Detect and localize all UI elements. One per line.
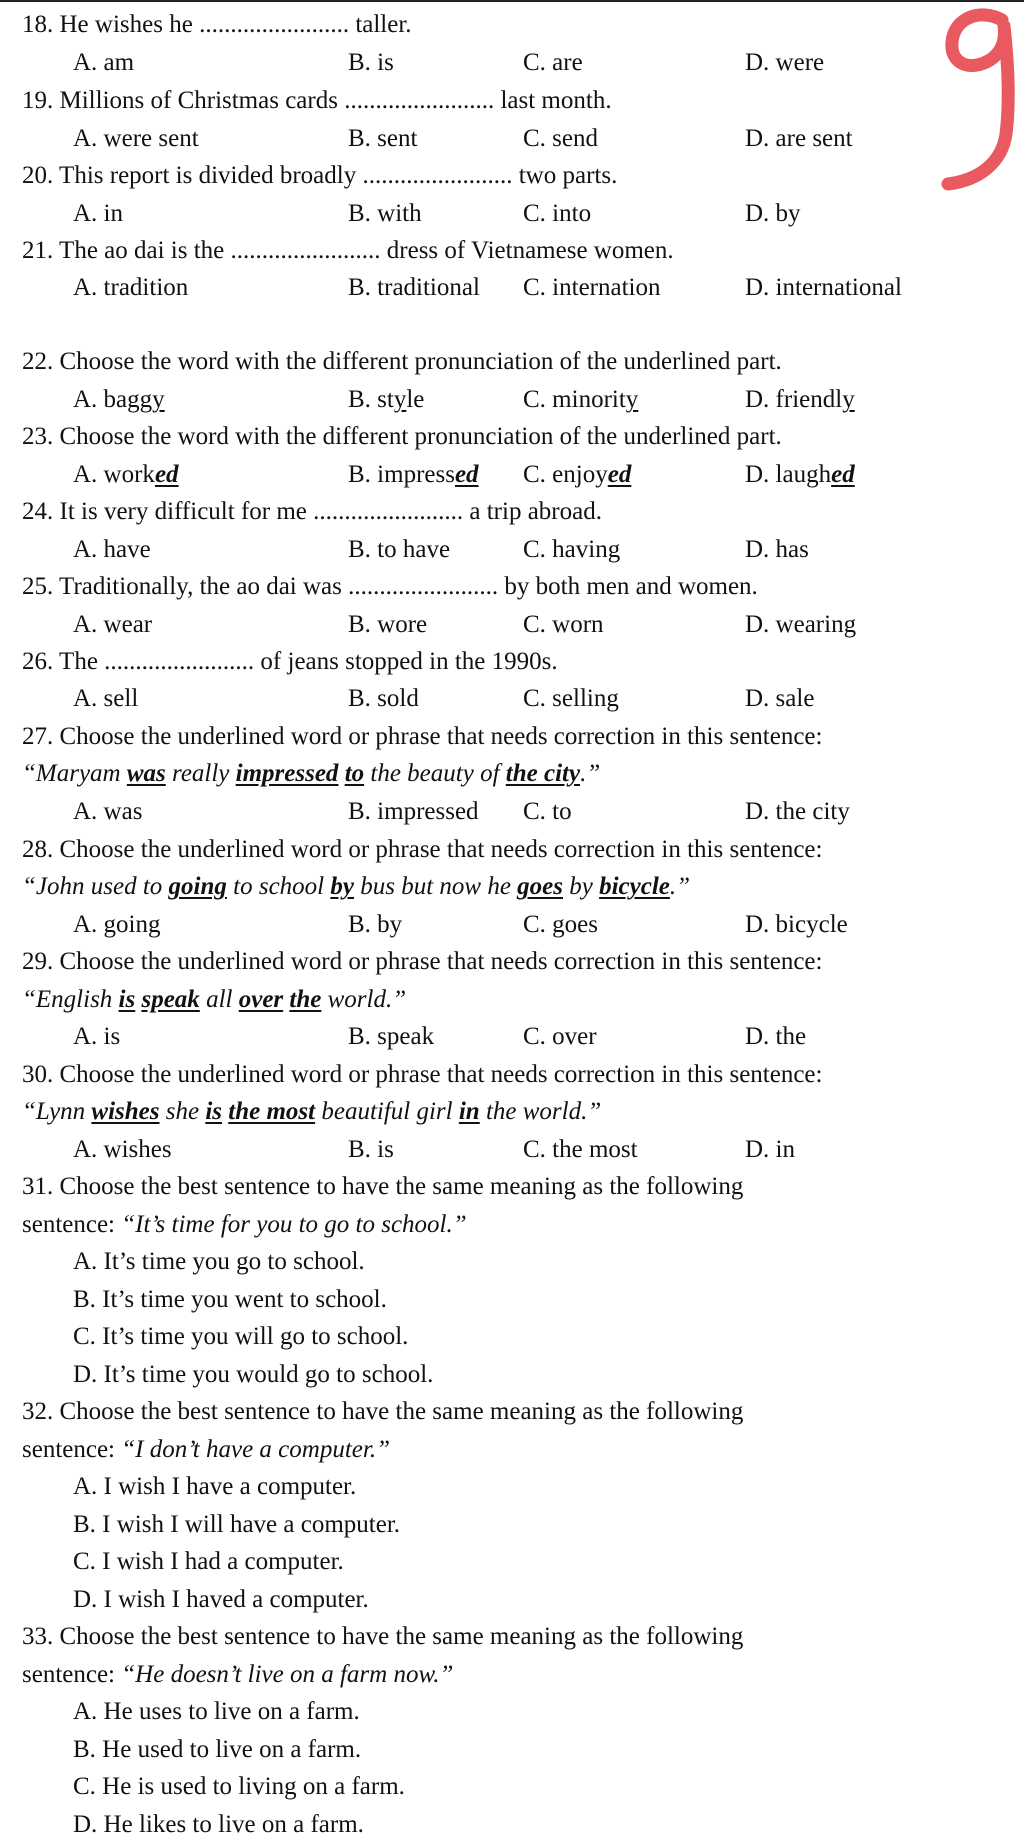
q24-option-d[interactable]: D. has [745,536,809,563]
q22-option-b[interactable] [348,385,424,415]
question-21 [22,236,674,266]
underlined-part: the city [505,760,581,787]
q27-option-c[interactable]: C. to [523,798,572,825]
question-19-stem: 19. Millions of Christmas cards [22,87,338,114]
option-text: D. friendl [745,386,843,413]
question-18-stem: 18. He wishes he [22,11,193,38]
sentence-text: sentence: [22,1436,122,1463]
q20-option-b[interactable]: B. with [348,200,422,227]
q29-sentence [22,985,406,1015]
answer-blank: ........................ [230,237,381,264]
q20-option-d[interactable]: D. by [745,200,801,227]
question-19 [22,86,612,116]
underlined-part: ed [454,461,479,488]
question-21-tail: dress of Vietnamese women. [386,237,674,264]
option-text: C. enjoy [523,461,608,488]
option-text: A. bagg [73,386,153,413]
answer-blank: ........................ [348,573,499,600]
q28-sentence [22,872,690,902]
q22-option-d[interactable] [745,385,855,415]
q33-option-c[interactable]: C. He is used to living on a farm. [73,1773,405,1800]
q29-option-c[interactable]: C. over [523,1023,597,1050]
q26-option-b[interactable]: B. sold [348,685,419,712]
question-25 [22,572,758,602]
q27-sentence [22,759,600,789]
underlined-letter: y [625,386,639,413]
question-27: 27. Choose the underlined word or phrase that needs correction in this sentence: [22,723,823,750]
question-29: 29. Choose the underlined word or phrase that needs correction in this sentence: [22,948,823,975]
q22-option-c[interactable] [523,385,638,415]
q27-option-a[interactable]: A. was [73,798,143,825]
option-text: B. st [348,386,394,413]
q33-sentence [22,1660,453,1690]
option-text: B. impress [348,461,455,488]
underlined-part: in [458,1098,480,1125]
q22-option-a[interactable] [73,385,165,415]
q21-option-b[interactable]: B. traditional [348,274,480,301]
q29-option-d[interactable]: D. the [745,1023,807,1050]
quoted-sentence: “I don’t have a computer.” [121,1436,390,1463]
q21-option-d[interactable]: D. international [745,274,902,301]
question-26-stem: 26. The [22,648,98,675]
sentence-text: “John used to [22,873,169,900]
q27-option-b[interactable]: B. impressed [348,798,479,825]
question-26-tail: of jeans stopped in the 1990s. [260,648,558,675]
sentence-text: “Maryam [22,760,127,787]
q28-option-a[interactable]: A. going [73,911,161,938]
sentence-text: “Lynn [22,1098,92,1125]
q24-option-c[interactable]: C. having [523,536,621,563]
sentence-text: all [199,986,239,1013]
answer-blank: ........................ [104,648,255,675]
underlined-letter: y [152,386,165,413]
handwritten-g-mark-icon [940,2,1024,198]
q29-option-b[interactable]: B. speak [348,1023,435,1050]
question-24-stem: 24. It is very difficult for me [22,498,307,525]
q19-option-c[interactable]: C. send [523,125,598,152]
question-20 [22,161,617,191]
q31-option-b[interactable]: B. It’s time you went to school. [73,1286,387,1313]
q20-option-c[interactable]: C. into [523,200,592,227]
answer-blank: ........................ [362,162,513,189]
underlined-part: by [330,873,354,900]
sentence-text: beautiful girl [315,1098,459,1125]
question-33: 33. Choose the best sentence to have the same meaning as the following [22,1623,744,1650]
q18-option-b[interactable]: B. is [348,49,394,76]
sentence-text: by [563,873,600,900]
top-border [0,0,1024,2]
underlined-part: speak [141,986,200,1013]
q26-option-d[interactable]: D. sale [745,685,815,712]
q24-option-a[interactable]: A. have [73,536,151,563]
q25-option-b[interactable]: B. wore [348,611,428,638]
sentence-text: the world.” [479,1098,602,1125]
q32-option-d[interactable]: D. I wish I haved a computer. [73,1586,369,1613]
q32-sentence [22,1435,390,1465]
underlined-part: impressed [235,760,339,787]
q23-option-d[interactable] [745,460,855,490]
q30-option-a[interactable]: A. wishes [73,1136,172,1163]
question-26 [22,647,558,677]
underlined-part: to [344,760,365,787]
underlined-part: ed [607,461,632,488]
question-20-stem: 20. This report is divided broadly [22,162,357,189]
underlined-part: the [289,986,322,1013]
q31-option-d[interactable]: D. It’s time you would go to school. [73,1361,434,1388]
q28-option-c[interactable]: C. goes [523,911,598,938]
q21-option-c[interactable]: C. internation [523,274,661,301]
sentence-text: world.” [321,986,407,1013]
q21-option-a[interactable]: A. tradition [73,274,189,301]
q33-option-a[interactable]: A. He uses to live on a farm. [73,1698,360,1725]
question-23: 23. Choose the word with the different pronunciation of the underlined part. [22,423,782,450]
option-text: le [406,386,425,413]
q32-option-c[interactable]: C. I wish I had a computer. [73,1548,344,1575]
q19-option-d[interactable]: D. are sent [745,125,853,152]
underlined-letter: y [393,386,407,413]
sentence-text: .” [580,760,601,787]
sentence-text: .” [669,873,691,900]
q25-option-a[interactable]: A. wear [73,611,153,638]
answer-blank: ........................ [199,11,350,38]
q19-option-a[interactable]: A. were sent [73,125,199,152]
q27-option-d[interactable]: D. the city [745,798,850,825]
sentence-text: sentence: [22,1211,122,1238]
q30-sentence [22,1097,601,1127]
underlined-part: ed [154,461,179,488]
underlined-letter: y [842,386,855,413]
q24-option-b[interactable]: B. to have [348,536,451,563]
q23-option-a[interactable] [73,460,179,490]
underlined-part: the most [228,1098,316,1125]
underlined-part: is [205,1098,223,1125]
sentence-text: bus but now he [353,873,518,900]
question-24 [22,497,602,527]
question-32: 32. Choose the best sentence to have the same meaning as the following [22,1398,744,1425]
underlined-part: wishes [91,1098,160,1125]
sentence-text: to school [226,873,331,900]
q25-option-c[interactable]: C. worn [523,611,604,638]
answer-blank: ........................ [313,498,464,525]
option-text: C. minorit [523,386,626,413]
question-30: 30. Choose the underlined word or phrase that needs correction in this sentence: [22,1061,823,1088]
q28-option-b[interactable]: B. by [348,911,403,938]
sentence-text: “English [22,986,119,1013]
question-18-tail: taller. [355,11,412,38]
q29-option-a[interactable]: A. is [73,1023,121,1050]
q31-option-a[interactable]: A. It’s time you go to school. [73,1248,365,1275]
underlined-part: is [118,986,136,1013]
underlined-part: over [238,986,284,1013]
question-21-stem: 21. The ao dai is the [22,237,225,264]
q31-sentence [22,1210,467,1240]
question-20-tail: two parts. [518,162,618,189]
question-22: 22. Choose the word with the different pronunciation of the underlined part. [22,348,782,375]
q18-option-c[interactable]: C. are [523,49,583,76]
q19-option-b[interactable]: B. sent [348,125,418,152]
q23-option-b[interactable] [348,460,479,490]
q28-option-d[interactable]: D. bicycle [745,911,848,938]
question-19-tail: last month. [500,87,612,114]
q26-option-c[interactable]: C. selling [523,685,619,712]
q20-option-a[interactable]: A. in [73,200,123,227]
question-31: 31. Choose the best sentence to have the same meaning as the following [22,1173,744,1200]
q26-option-a[interactable]: A. sell [73,685,139,712]
question-24-tail: a trip abroad. [469,498,602,525]
underlined-part: going [168,873,227,900]
question-25-tail: by both men and women. [504,573,758,600]
q30-option-d[interactable]: D. in [745,1136,795,1163]
q33-option-b[interactable]: B. He used to live on a farm. [73,1736,362,1763]
sentence-text: sentence: [22,1661,122,1688]
q31-option-c[interactable]: C. It’s time you will go to school. [73,1323,409,1350]
sentence-text: really [165,760,236,787]
q25-option-d[interactable]: D. wearing [745,611,857,638]
q30-option-c[interactable]: C. the most [523,1136,638,1163]
underlined-part: goes [517,873,563,900]
question-25-stem: 25. Traditionally, the ao dai was [22,573,342,600]
option-text: A. work [73,461,155,488]
answer-blank: ........................ [344,87,495,114]
option-text: D. laugh [745,461,832,488]
underlined-part: was [126,760,166,787]
quoted-sentence: “It’s time for you to go to school.” [121,1211,467,1238]
question-28: 28. Choose the underlined word or phrase that needs correction in this sentence: [22,836,823,863]
q33-option-d[interactable]: D. He likes to live on a farm. [73,1811,364,1838]
q30-option-b[interactable]: B. is [348,1136,394,1163]
q32-option-a[interactable]: A. I wish I have a computer. [73,1473,357,1500]
question-18 [22,10,412,40]
underlined-part: ed [831,461,855,488]
q32-option-b[interactable]: B. I wish I will have a computer. [73,1511,401,1538]
underlined-part: bicycle [599,873,670,900]
quoted-sentence: “He doesn’t live on a farm now.” [121,1661,454,1688]
q18-option-d[interactable]: D. were [745,49,825,76]
sentence-text: she [159,1098,206,1125]
q18-option-a[interactable]: A. am [73,49,135,76]
q23-option-c[interactable] [523,460,631,490]
sentence-text: the beauty of [364,760,506,787]
